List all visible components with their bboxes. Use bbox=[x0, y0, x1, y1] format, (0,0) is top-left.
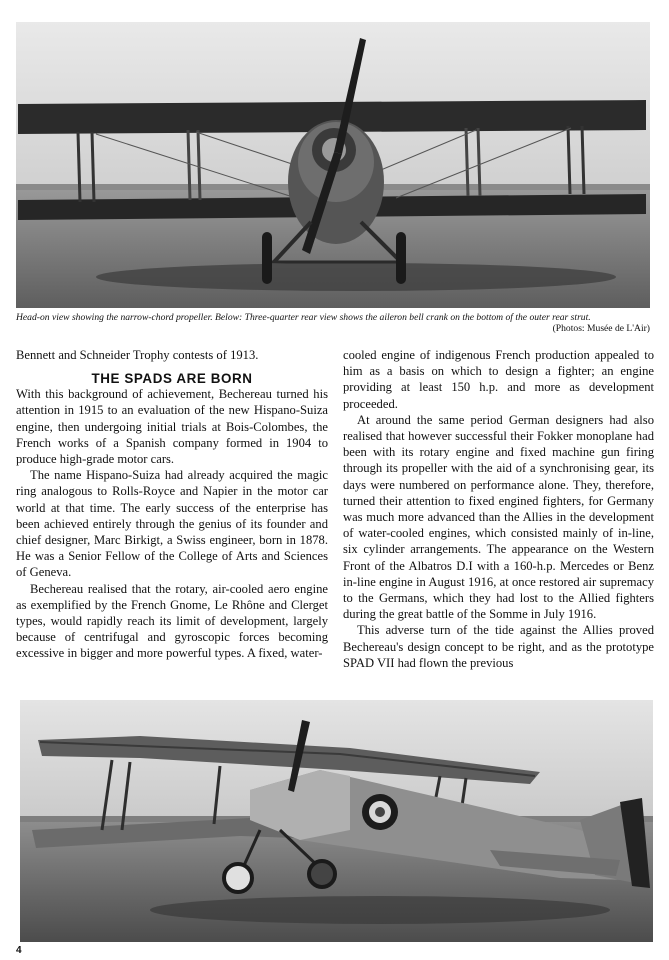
photo-rear-view bbox=[20, 700, 653, 942]
paragraph: This adverse turn of the tide against the Allies proved Bechereau's design concept to be right, and as the prototype SPAD VII had flown the previous bbox=[343, 623, 654, 670]
photo-head-on-image bbox=[16, 22, 650, 308]
paragraph: With this background of achievement, Bechereau turned his attention in 1915 to an evaluation of the new Hispano-Suiza engine, then undergoing initial trials at Bois-Colombes, the French works of a Spanish company formed in 1904 to produce high-grade motor cars. bbox=[16, 387, 328, 467]
photo-rear-view-image bbox=[20, 700, 653, 942]
continuation-text: Bennett and Schneider Trophy contests of 1913. bbox=[16, 348, 259, 362]
continuation-text: cooled engine of indigenous French production appealed to him as a basis on which to design a fighter; an engine providing at least 150 h.p. and more as development proceeded. bbox=[343, 348, 654, 411]
text-column-right bbox=[343, 347, 654, 671]
photo-head-on-view bbox=[16, 22, 650, 308]
photo-caption bbox=[16, 312, 650, 334]
section-heading: THE SPADS ARE BORN bbox=[91, 371, 253, 387]
paragraph: Bechereau realised that the rotary, air-cooled aero engine as exemplified by the French Gnome, Le Rhône and Clerget types, would rapidly reach its limit of development, largely because of centrifugal and gyroscopic forces becoming excessive in bigger and more powerful types. A fixed, water- bbox=[16, 581, 328, 661]
text-column-left bbox=[16, 347, 328, 662]
page-number: 4 bbox=[16, 945, 22, 956]
caption-text: Head-on view showing the narrow-chord propeller. Below: Three-quarter rear view shows the aileron bell crank on the bottom of the outer rear strut. bbox=[16, 312, 591, 323]
photo-credit: (Photos: Musée de L'Air) bbox=[552, 323, 650, 334]
paragraph: At around the same period German designers had also realised that however successful their Fokker monoplane had been with its rotary engine and fixed machine gun firing through its propeller with the aid of a synchronising gear, its days were numbered on performance alone. They, therefore, turned their attention to fixed engined fighters, for Germany was much more advanced than the Allies in the development of water-cooled engines, which consisted mainly of in-line, six cylinder arrangements. The appearance on the Western Front of the Albatros D.I with a 160-h.p. Mercedes or Benz in-line engine in August 1916, at once restored air supremacy to the Germans, which they had lost to the Allied fighters during the great battle of the Somme in July 1916. bbox=[343, 412, 654, 622]
paragraph: The name Hispano-Suiza had already acquired the magic ring analogous to Rolls-Royce and Napier in the motor car world at that time. The early success of the enterprise has been achieved entirely through the genius of its founder and chief designer, Marc Birkigt, a Swiss engineer, born in 1878. He was a Senior Fellow of the College of Arts and Sciences of Geneva. bbox=[16, 468, 328, 580]
